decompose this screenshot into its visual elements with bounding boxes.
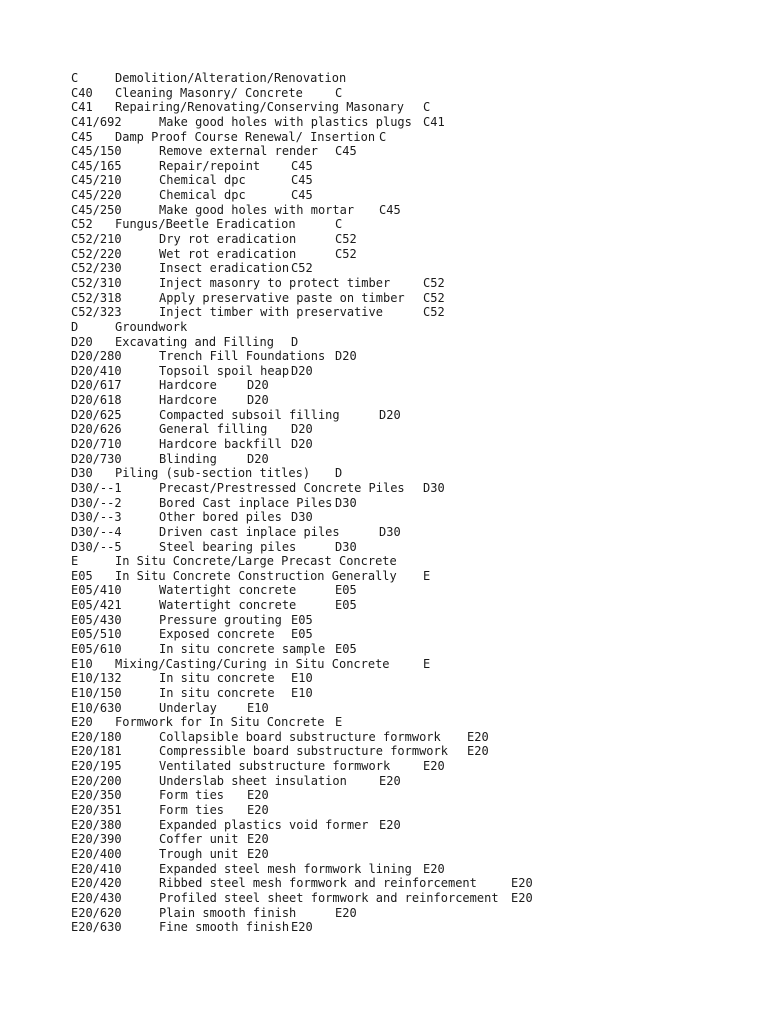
- spec-parent-code: C45: [291, 173, 313, 188]
- spec-parent-code: D30: [335, 539, 357, 554]
- spec-parent-code: E20: [291, 920, 313, 935]
- spec-description: Steel bearing piles: [159, 539, 297, 554]
- spec-parent-code: E20: [467, 744, 489, 759]
- spec-code: C: [71, 71, 79, 85]
- spec-description: Watertight concrete: [159, 583, 297, 598]
- spec-parent-code: E20: [335, 905, 357, 920]
- spec-parent-code: E20: [511, 890, 533, 905]
- spec-description: Ribbed steel mesh formwork and reinforcement: [159, 876, 477, 891]
- spec-code: E20/410: [71, 861, 122, 876]
- spec-description: Fungus/Beetle Eradication: [115, 217, 296, 232]
- spec-code: C45/210: [71, 173, 122, 188]
- spec-code: E05/410: [71, 583, 122, 598]
- spec-code: D: [71, 319, 79, 334]
- spec-description: Watertight concrete: [159, 598, 297, 613]
- spec-parent-code: E20: [423, 759, 445, 774]
- spec-parent-code: E05: [291, 627, 313, 642]
- spec-parent-code: E20: [379, 817, 401, 832]
- spec-row: [71, 862, 751, 877]
- spec-description: In situ concrete: [159, 671, 275, 686]
- spec-description: Make good holes with mortar: [159, 202, 355, 217]
- spec-parent-code: C: [379, 129, 387, 144]
- spec-row: [71, 276, 751, 291]
- spec-code: C45: [71, 129, 93, 144]
- spec-parent-code: E10: [247, 700, 269, 715]
- spec-code: E20/380: [71, 817, 122, 832]
- spec-code: E05/421: [71, 598, 122, 613]
- spec-description: In situ concrete: [159, 685, 275, 700]
- spec-row: [71, 818, 751, 833]
- spec-parent-code: C45: [379, 202, 401, 217]
- spec-code: E05/510: [71, 627, 122, 642]
- spec-parent-code: E05: [335, 598, 357, 613]
- spec-code: E20/350: [71, 788, 122, 803]
- spec-parent-code: C45: [291, 188, 313, 203]
- spec-parent-code: E20: [247, 803, 269, 818]
- spec-row: [71, 291, 751, 306]
- spec-row: [71, 657, 751, 672]
- spec-parent-code: D20: [379, 407, 401, 422]
- spec-code: D20/626: [71, 422, 122, 437]
- spec-parent-code: D20: [335, 349, 357, 364]
- spec-description: Form ties: [159, 788, 225, 803]
- spec-code: C52/318: [71, 290, 122, 305]
- spec-description: Compacted subsoil filling: [159, 407, 340, 422]
- spec-row: [71, 247, 751, 262]
- spec-parent-code: C45: [291, 158, 313, 173]
- spec-description: Damp Proof Course Renewal/ Insertion: [115, 129, 376, 144]
- spec-row: [71, 130, 751, 145]
- spec-code: C52/230: [71, 261, 122, 276]
- spec-description: Remove external render: [159, 144, 318, 159]
- spec-code: D20/618: [71, 393, 122, 408]
- spec-row: [71, 408, 751, 423]
- spec-row: [71, 803, 751, 818]
- spec-parent-code: E10: [291, 685, 313, 700]
- spec-description: Dry rot eradication: [159, 232, 297, 247]
- spec-parent-code: D20: [291, 437, 313, 452]
- spec-parent-code: D: [335, 466, 343, 481]
- spec-row: [71, 525, 751, 540]
- spec-row: [71, 100, 751, 115]
- spec-parent-code: C52: [335, 246, 357, 261]
- spec-code: C52/220: [71, 246, 122, 261]
- spec-row: [71, 569, 751, 584]
- spec-code: E20/351: [71, 803, 122, 818]
- spec-row: [71, 188, 751, 203]
- spec-row: [71, 788, 751, 803]
- spec-code: D20/730: [71, 451, 122, 466]
- spec-row: [71, 320, 751, 335]
- spec-row: [71, 393, 751, 408]
- spec-description: Blinding: [159, 451, 217, 466]
- spec-code: C52/323: [71, 305, 122, 320]
- spec-code: C52/210: [71, 232, 122, 247]
- spec-row: [71, 671, 751, 686]
- spec-parent-code: D20: [247, 378, 269, 393]
- spec-row: [71, 481, 751, 496]
- spec-row: [71, 452, 751, 467]
- spec-code: E10: [71, 656, 93, 671]
- spec-row: [71, 876, 751, 891]
- spec-code: D20/617: [71, 378, 122, 393]
- spec-row: [71, 510, 751, 525]
- spec-code: E20/181: [71, 744, 122, 759]
- spec-description: Bored Cast inplace Piles: [159, 495, 333, 510]
- spec-description: Pressure grouting: [159, 612, 282, 627]
- spec-description: Demolition/Alteration/Renovation: [115, 71, 347, 85]
- spec-row: [71, 364, 751, 379]
- spec-code: D30/--4: [71, 524, 122, 539]
- spec-parent-code: D20: [247, 451, 269, 466]
- spec-description: Expanded plastics void former: [159, 817, 369, 832]
- spec-parent-code: E20: [247, 846, 269, 861]
- spec-parent-code: C: [335, 217, 343, 232]
- spec-code: E20/180: [71, 729, 122, 744]
- spec-description: Ventilated substructure formwork: [159, 759, 391, 774]
- spec-code: E10/150: [71, 685, 122, 700]
- spec-description: Repairing/Renovating/Conserving Masonary: [115, 100, 404, 115]
- spec-description: Cleaning Masonry/ Concrete: [115, 85, 303, 100]
- spec-code: C45/220: [71, 188, 122, 203]
- spec-description: In situ concrete sample: [159, 641, 326, 656]
- spec-description: Topsoil spoil heap: [159, 363, 290, 378]
- spec-code: C41: [71, 100, 93, 115]
- spec-code: D30: [71, 466, 93, 481]
- spec-code: C40: [71, 85, 93, 100]
- spec-parent-code: D30: [423, 480, 445, 495]
- spec-code: C45/165: [71, 158, 122, 173]
- spec-parent-code: D30: [379, 524, 401, 539]
- spec-description: Coffer unit: [159, 832, 239, 847]
- spec-code: E20: [71, 715, 93, 730]
- spec-code: D20/280: [71, 349, 122, 364]
- spec-description: Collapsible board substructure formwork: [159, 729, 441, 744]
- spec-description: Underlay: [159, 700, 217, 715]
- spec-parent-code: E05: [335, 641, 357, 656]
- spec-parent-code: C45: [335, 144, 357, 159]
- spec-row: [71, 759, 751, 774]
- spec-row: [71, 437, 751, 452]
- spec-row: [71, 173, 751, 188]
- spec-code: E05/430: [71, 612, 122, 627]
- spec-code: E20/420: [71, 876, 122, 891]
- spec-row: [71, 847, 751, 862]
- spec-description: Exposed concrete: [159, 627, 275, 642]
- spec-code: E20/390: [71, 832, 122, 847]
- spec-code: C45/250: [71, 202, 122, 217]
- spec-row: [71, 232, 751, 247]
- spec-parent-code: E20: [467, 729, 489, 744]
- spec-row: [71, 422, 751, 437]
- spec-parent-code: C41: [423, 114, 445, 129]
- spec-description: Underslab sheet insulation: [159, 773, 347, 788]
- spec-code: E10/630: [71, 700, 122, 715]
- spec-description: Mixing/Casting/Curing in Situ Concrete: [115, 656, 390, 671]
- spec-description: Excavating and Filling: [115, 334, 274, 349]
- spec-parent-code: E05: [291, 612, 313, 627]
- spec-row: [71, 496, 751, 511]
- spec-description: Trench Fill Foundations: [159, 349, 326, 364]
- spec-description: Hardcore: [159, 378, 217, 393]
- spec-code: E: [71, 554, 79, 569]
- spec-row: [71, 920, 751, 935]
- spec-code: E20/620: [71, 905, 122, 920]
- spec-row: [71, 774, 751, 789]
- spec-row: [71, 598, 751, 613]
- spec-row: [71, 217, 751, 232]
- spec-description: Piling (sub-section titles): [115, 466, 311, 481]
- spec-description: Chemical dpc: [159, 173, 246, 188]
- spec-description: Expanded steel mesh formwork lining: [159, 861, 412, 876]
- spec-code: E20/400: [71, 846, 122, 861]
- spec-code: E20/195: [71, 759, 122, 774]
- spec-row: [71, 540, 751, 555]
- spec-row: [71, 115, 751, 130]
- spec-code: D30/--3: [71, 510, 122, 525]
- spec-code: D30/--5: [71, 539, 122, 554]
- spec-row: [71, 144, 751, 159]
- spec-row: [71, 686, 751, 701]
- spec-row: [71, 159, 751, 174]
- spec-row: [71, 832, 751, 847]
- spec-row: [71, 335, 751, 350]
- spec-description: In Situ Concrete/Large Precast Concrete: [115, 554, 397, 569]
- spec-description: Wet rot eradication: [159, 246, 297, 261]
- spec-code: E05/610: [71, 641, 122, 656]
- spec-code: E20/200: [71, 773, 122, 788]
- spec-description: Repair/repoint: [159, 158, 261, 173]
- spec-code: D20/625: [71, 407, 122, 422]
- spec-parent-code: E: [423, 656, 431, 671]
- spec-parent-code: D30: [291, 510, 313, 525]
- spec-description: Precast/Prestressed Concrete Piles: [159, 480, 405, 495]
- spec-row: [71, 730, 751, 745]
- spec-description: Fine smooth finish: [159, 920, 290, 935]
- spec-parent-code: D20: [291, 363, 313, 378]
- spec-description: Trough unit: [159, 846, 239, 861]
- spec-row: [71, 261, 751, 276]
- spec-parent-code: E: [423, 568, 431, 583]
- spec-description: Plain smooth finish: [159, 905, 297, 920]
- spec-parent-code: C52: [423, 275, 445, 290]
- spec-code: E20/430: [71, 890, 122, 905]
- spec-row: [71, 71, 751, 86]
- spec-parent-code: E20: [247, 832, 269, 847]
- spec-description: Profiled steel sheet formwork and reinforcement: [159, 890, 499, 905]
- spec-description: Groundwork: [115, 319, 188, 334]
- spec-row: [71, 583, 751, 598]
- spec-description: In Situ Concrete Construction Generally: [115, 568, 397, 583]
- spec-description: Chemical dpc: [159, 188, 246, 203]
- spec-parent-code: E10: [291, 671, 313, 686]
- spec-parent-code: D: [291, 334, 299, 349]
- spec-parent-code: E: [335, 715, 343, 730]
- spec-code: C52/310: [71, 275, 122, 290]
- spec-parent-code: D20: [291, 422, 313, 437]
- spec-description: Insect eradication: [159, 261, 290, 276]
- spec-code: E05: [71, 568, 93, 583]
- spec-code: C45/150: [71, 144, 122, 159]
- spec-row: [71, 305, 751, 320]
- spec-description: Make good holes with plastics plugs: [159, 114, 412, 129]
- spec-description: Apply preservative paste on timber: [159, 290, 405, 305]
- spec-description: Driven cast inplace piles: [159, 524, 340, 539]
- spec-row: [71, 349, 751, 364]
- spec-parent-code: E20: [511, 876, 533, 891]
- spec-listing: [71, 71, 751, 935]
- spec-code: E10/132: [71, 671, 122, 686]
- spec-row: [71, 203, 751, 218]
- spec-parent-code: E20: [379, 773, 401, 788]
- spec-description: Other bored piles: [159, 510, 282, 525]
- spec-parent-code: C52: [335, 232, 357, 247]
- spec-description: Form ties: [159, 803, 225, 818]
- spec-row: [71, 378, 751, 393]
- spec-description: General filling: [159, 422, 268, 437]
- spec-row: [71, 554, 751, 569]
- spec-code: D30/--2: [71, 495, 122, 510]
- spec-row: [71, 613, 751, 628]
- spec-row: [71, 744, 751, 759]
- spec-row: [71, 642, 751, 657]
- spec-description: Inject masonry to protect timber: [159, 275, 391, 290]
- spec-description: Hardcore backfill: [159, 437, 282, 452]
- spec-description: Compressible board substructure formwork: [159, 744, 448, 759]
- spec-row: [71, 701, 751, 716]
- spec-row: [71, 891, 751, 906]
- spec-code: D30/--1: [71, 480, 122, 495]
- spec-description: Hardcore: [159, 393, 217, 408]
- spec-row: [71, 906, 751, 921]
- spec-code: E20/630: [71, 920, 122, 935]
- spec-code: D20/710: [71, 437, 122, 452]
- spec-row: [71, 466, 751, 481]
- spec-parent-code: C: [423, 100, 431, 115]
- spec-parent-code: E20: [423, 861, 445, 876]
- spec-code: D20: [71, 334, 93, 349]
- spec-parent-code: E05: [335, 583, 357, 598]
- document-page: [71, 71, 751, 935]
- spec-parent-code: C: [335, 85, 343, 100]
- spec-parent-code: E20: [247, 788, 269, 803]
- spec-row: [71, 715, 751, 730]
- spec-code: C52: [71, 217, 93, 232]
- spec-row: [71, 86, 751, 101]
- spec-description: Inject timber with preservative: [159, 305, 383, 320]
- spec-parent-code: D20: [247, 393, 269, 408]
- spec-parent-code: C52: [423, 290, 445, 305]
- spec-parent-code: C52: [291, 261, 313, 276]
- spec-parent-code: D30: [335, 495, 357, 510]
- spec-parent-code: C52: [423, 305, 445, 320]
- spec-code: D20/410: [71, 363, 122, 378]
- spec-code: C41/692: [71, 114, 122, 129]
- spec-row: [71, 627, 751, 642]
- spec-description: Formwork for In Situ Concrete: [115, 715, 325, 730]
